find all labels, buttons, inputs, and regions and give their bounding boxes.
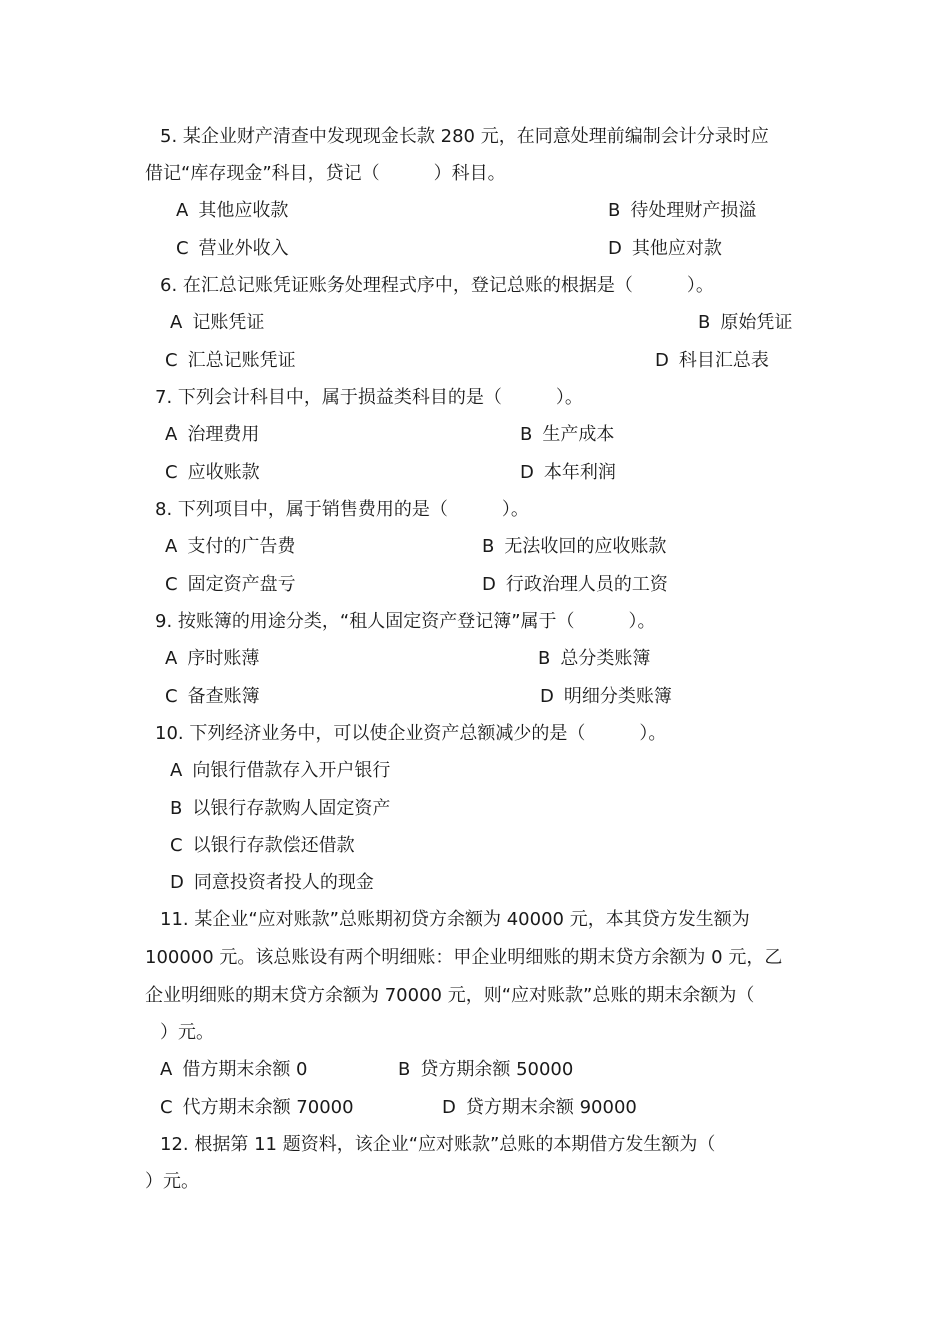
question-6-option-a: A 记账凭证: [170, 312, 265, 333]
question-5-option-a: A 其他应收款: [176, 200, 289, 221]
question-11-option-c: C 代方期末余额 70000: [160, 1097, 354, 1118]
question-7-option-a: A 治理费用: [165, 424, 260, 445]
question-10-option-d: D 同意投资者投人的现金: [170, 872, 374, 893]
question-6-option-b: B 原始凭证: [698, 312, 793, 333]
question-11-line-2: 100000 元。该总账设有两个明细账：甲企业明细账的期末贷方余额为 0 元，乙: [145, 947, 783, 968]
question-10-option-c: C 以银行存款偿还借款: [170, 835, 355, 856]
question-6-line-1: 6. 在汇总记账凭证账务处理程式序中，登记总账的根据是（ ）。: [160, 275, 714, 296]
question-12-line-1: 12. 根据第 11 题资料，该企业“应对账款”总账的本期借方发生额为（: [160, 1134, 716, 1155]
question-6-option-c: C 汇总记账凭证: [165, 350, 296, 371]
question-8-option-a: A 支付的广告费: [165, 536, 296, 557]
question-9-line-1: 9. 按账簿的用途分类，“租人固定资产登记簿”属于（ ）。: [155, 611, 656, 632]
question-9-option-b: B 总分类账簿: [538, 648, 651, 669]
question-11-line-1: 11. 某企业“应对账款”总账期初贷方余额为 40000 元，本其贷方发生额为: [160, 909, 750, 930]
question-11-option-d: D 贷方期末余额 90000: [442, 1097, 637, 1118]
question-8-line-1: 8. 下列项目中，属于销售费用的是（ ）。: [155, 499, 529, 520]
question-6-option-d: D 科目汇总表: [655, 350, 769, 371]
question-7-line-1: 7. 下列会计科目中，属于损益类科目的是（ ）。: [155, 387, 583, 408]
question-12-line-2: ）元。: [145, 1171, 199, 1192]
question-11-line-4: ）元。: [160, 1022, 214, 1043]
question-7-option-d: D 本年利润: [520, 462, 616, 483]
question-10-option-a: A 向银行借款存入开户银行: [170, 760, 391, 781]
question-8-option-c: C 固定资产盘亏: [165, 574, 296, 595]
question-5-line-1: 5. 某企业财产清查中发现现金长款 280 元，在同意处理前编制会计分录时应: [160, 126, 769, 147]
question-10-option-b: B 以银行存款购人固定资产: [170, 798, 391, 819]
question-8-option-d: D 行政治理人员的工资: [482, 574, 668, 595]
question-5-option-b: B 待处理财产损溢: [608, 200, 757, 221]
question-9-option-d: D 明细分类账簿: [540, 686, 672, 707]
question-7-option-c: C 应收账款: [165, 462, 260, 483]
question-9-option-c: C 备查账簿: [165, 686, 260, 707]
question-8-option-b: B 无法收回的应收账款: [482, 536, 667, 557]
question-7-option-b: B 生产成本: [520, 424, 615, 445]
question-5-option-d: D 其他应对款: [608, 238, 722, 259]
question-5-option-c: C 营业外收入: [176, 238, 289, 259]
question-11-line-3: 企业明细账的期末贷方余额为 70000 元，则“应对账款”总账的期末余额为（: [145, 985, 755, 1006]
question-9-option-a: A 序时账薄: [165, 648, 260, 669]
question-11-option-a: A 借方期末余额 0: [160, 1059, 308, 1080]
question-10-line-1: 10. 下列经济业务中，可以使企业资产总额减少的是（ ）。: [155, 723, 667, 744]
question-11-option-b: B 贷方期余额 50000: [398, 1059, 574, 1080]
question-5-line-2: 借记“库存现金”科目，贷记（ ）科目。: [145, 163, 506, 184]
